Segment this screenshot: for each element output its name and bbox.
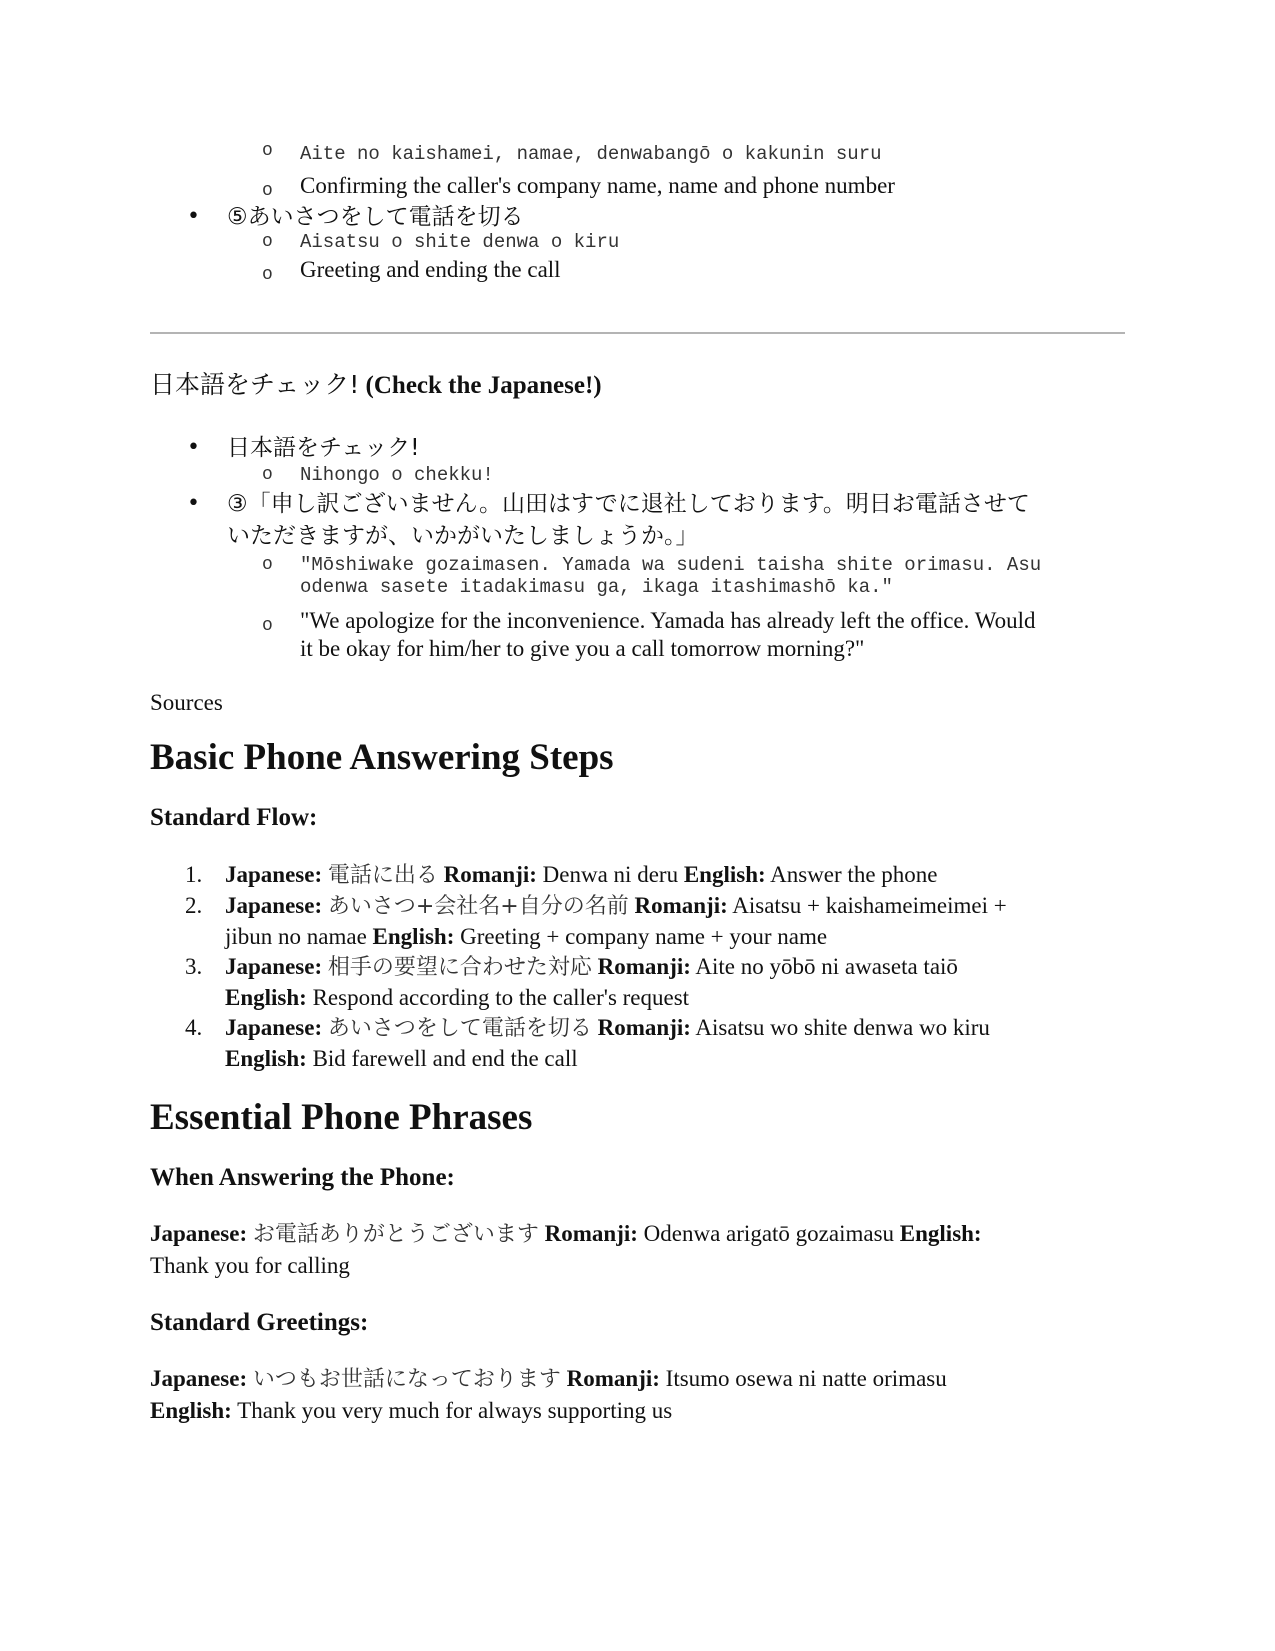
- list-item: [150, 488, 1125, 520]
- english-text: Bid farewell and end the call: [312, 1046, 578, 1071]
- sub-bullet-marker: o: [262, 465, 273, 485]
- romanji-label: Romanji:: [443, 862, 537, 887]
- japanese-text: いつもお世話になっております: [252, 1367, 561, 1392]
- sub-bullet-marker: o: [262, 232, 273, 252]
- romanji-text: Itsumo osewa ni natte orimasu: [665, 1366, 947, 1391]
- english-text: Thank you for calling: [150, 1253, 350, 1278]
- japanese-text: いただきますが、いかがいたしましょうか。」: [227, 523, 699, 549]
- romanji-label: Romanji:: [544, 1221, 638, 1246]
- romanji-text: Aisatsu + kaishameimeimei +: [732, 893, 1007, 918]
- romanji-text: Aite no yōbō ni awaseta taiō: [695, 954, 958, 979]
- list-item-continuation: [150, 576, 1125, 606]
- list-item: [150, 464, 1125, 488]
- japanese-label: Japanese:: [225, 862, 323, 887]
- romanji-text: Odenwa arigatō gozaimasu: [643, 1221, 895, 1246]
- step-number: 3.: [185, 954, 203, 979]
- section-heading: [150, 369, 1125, 402]
- list-item: [150, 860, 1125, 891]
- document-page: [150, 140, 1125, 1426]
- japanese-text: ⑤あいさつをして電話を切る: [227, 204, 524, 230]
- japanese-label: Japanese:: [225, 954, 323, 979]
- romaji-text: Aite no kaishamei, namae, denwabangō o kakunin suru: [300, 143, 882, 165]
- japanese-text: あいさつ+会社名+自分の名前: [327, 894, 629, 919]
- english-label: English:: [683, 862, 766, 887]
- list-item-continuation: [150, 634, 1125, 664]
- list-item: [150, 201, 1125, 231]
- bullet-marker: •: [187, 491, 200, 516]
- japanese-text: あいさつをして電話を切る: [327, 1016, 592, 1041]
- english-text: "We apologize for the inconvenience. Yamada has already left the office. Would: [300, 608, 1036, 633]
- sub-bullet-marker: o: [262, 265, 273, 285]
- english-label: English:: [372, 924, 455, 949]
- japanese-text: お電話ありがとうございます: [252, 1222, 539, 1247]
- list-item: [150, 952, 1125, 1013]
- japanese-text: 電話に出る: [327, 863, 438, 888]
- list-item: [150, 891, 1125, 952]
- english-text: Confirming the caller's company name, name and phone number: [300, 173, 895, 198]
- romanji-text: Denwa ni deru: [542, 862, 679, 887]
- sources-link[interactable]: Sources: [150, 690, 223, 715]
- bullet-marker: •: [187, 204, 200, 229]
- japanese-text: ③「申し訳ございません。山田はすでに退社しております。明日お電話させて: [227, 491, 1030, 517]
- page-title: Basic Phone Answering Steps: [150, 737, 614, 778]
- list-item: [150, 432, 1125, 464]
- romanji-text: Aisatsu wo shite denwa wo kiru: [695, 1015, 990, 1040]
- list-item: [150, 255, 1125, 285]
- english-text: Greeting + company name + your name: [460, 924, 828, 949]
- list-item: [150, 1013, 1125, 1074]
- japanese-text: 日本語をチェック!: [227, 435, 420, 461]
- step-number: 2.: [185, 893, 203, 918]
- english-label: English:: [225, 1046, 307, 1071]
- sub-bullet-marker: o: [262, 141, 273, 161]
- english-text: Answer the phone: [770, 862, 938, 887]
- section-title: Essential Phone Phrases: [150, 1097, 533, 1138]
- romanji-label: Romanji:: [597, 954, 691, 979]
- english-label: English:: [225, 985, 307, 1010]
- romanji-label: Romanji:: [634, 893, 728, 918]
- step-number: 1.: [185, 862, 203, 887]
- list-item-continuation: [150, 520, 1125, 554]
- phrase-paragraph: [150, 1218, 1125, 1281]
- sub-bullet-marker: o: [262, 616, 273, 636]
- heading-english: (Check the Japanese!): [359, 372, 602, 399]
- romaji-text: "Mōshiwake gozaimasen. Yamada wa sudeni taisha shite orimasu. Asu: [300, 554, 1042, 576]
- japanese-label: Japanese:: [225, 893, 323, 918]
- english-text: Thank you very much for always supporting us: [237, 1398, 673, 1423]
- steps-list: [150, 860, 1125, 1074]
- english-text: it be okay for him/her to give you a call tomorrow morning?": [300, 636, 865, 661]
- romaji-text: Aisatsu o shite denwa o kiru: [300, 231, 620, 253]
- romaji-text: Nihongo o chekku!: [300, 464, 494, 486]
- sub-bullet-marker: o: [262, 555, 273, 575]
- list-item: [150, 231, 1125, 255]
- romaji-text: odenwa sasete itadakimasu ga, ikaga itashimashō ka.": [300, 576, 893, 598]
- section-subtitle: Standard Greetings:: [150, 1309, 369, 1336]
- english-text: Respond according to the caller's request: [312, 985, 690, 1010]
- japanese-label: Japanese:: [225, 1015, 323, 1040]
- english-text: Greeting and ending the call: [300, 257, 561, 282]
- japanese-text: 相手の要望に合わせた対応: [327, 955, 592, 980]
- romanji-text-continued: jibun no namae: [225, 924, 367, 949]
- english-label: English:: [899, 1221, 982, 1246]
- japanese-label: Japanese:: [150, 1221, 248, 1246]
- bullet-marker: •: [187, 435, 200, 460]
- step-number: 4.: [185, 1015, 203, 1040]
- list-item: [150, 606, 1125, 634]
- phrase-paragraph: [150, 1363, 1125, 1426]
- japanese-label: Japanese:: [150, 1366, 248, 1391]
- romanji-label: Romanji:: [566, 1366, 660, 1391]
- heading-japanese: 日本語をチェック!: [150, 370, 360, 399]
- section-subtitle: Standard Flow:: [150, 804, 318, 831]
- romanji-label: Romanji:: [597, 1015, 691, 1040]
- list-item: [150, 171, 1125, 201]
- sub-bullet-marker: o: [262, 181, 273, 201]
- section-subtitle: When Answering the Phone:: [150, 1164, 455, 1191]
- list-item: [150, 554, 1125, 576]
- english-label: English:: [150, 1398, 232, 1423]
- list-item: [150, 140, 1125, 171]
